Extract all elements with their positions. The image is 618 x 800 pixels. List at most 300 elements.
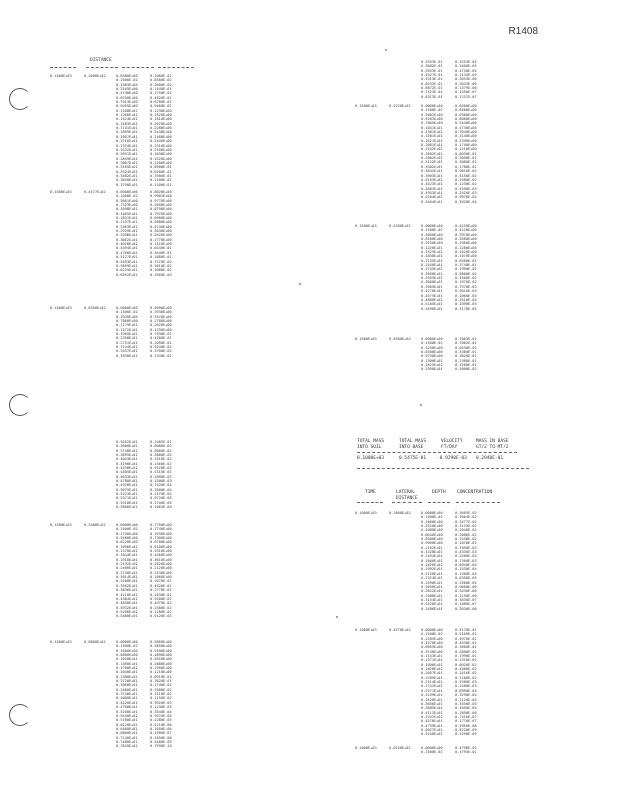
concentration-cell: 0.2430E+00 bbox=[150, 130, 172, 135]
data-group bbox=[50, 306, 172, 358]
concentration-cell: 0.3450E-08 bbox=[150, 735, 172, 740]
concentration-cell: 0.5660E-02 bbox=[150, 448, 172, 453]
total-mass-soil-label: TOTAL MASS INTO SOIL bbox=[357, 439, 385, 450]
data-row bbox=[355, 732, 477, 736]
concentration-cell: 0.2410E-02 bbox=[455, 671, 477, 676]
depth-cell: 0.1992E+01 bbox=[421, 567, 443, 572]
depth-cell: 0.3144E+01 bbox=[116, 345, 138, 350]
concentration-cell: 0.7470E-02 bbox=[150, 259, 172, 264]
concentration-cell: 0.9370E-05 bbox=[150, 713, 172, 718]
concentration-cell: 0.5880E+00 bbox=[150, 220, 172, 225]
data-row bbox=[355, 750, 477, 754]
depth-cell: 0.3353E-01 bbox=[421, 60, 443, 64]
concentration-cell: 0.1740E-01 bbox=[150, 683, 172, 688]
depth-cell: 0.0000E+00 bbox=[116, 306, 138, 310]
depth-cell: 0.3355E+01 bbox=[421, 276, 443, 281]
concentration-cell: 0.6560E-01 bbox=[455, 258, 477, 263]
depth-cell: 0.1494E+01 bbox=[421, 554, 443, 559]
scan-speck bbox=[299, 283, 301, 285]
depth-cell: 0.0000E+00 bbox=[116, 523, 138, 527]
depth-cell: 0.6800E+01 bbox=[116, 731, 138, 736]
depth-cell: 0.2358E+01 bbox=[116, 336, 138, 341]
data-group bbox=[50, 523, 172, 619]
concentration-cell: 0.1150E-02 bbox=[150, 696, 172, 701]
concentration-cell: 0.7740E+00 bbox=[150, 527, 172, 532]
concentration-cell: 0.3560E-03 bbox=[150, 272, 172, 277]
summary-rule bbox=[357, 452, 517, 453]
concentration-cell: 0.6910E-01 bbox=[150, 674, 172, 679]
concentration-cell: 0.6390E-05 bbox=[455, 576, 477, 581]
depth-cell: 0.6800E+00 bbox=[116, 653, 138, 658]
depth-cell: 0.1500E-02 bbox=[421, 632, 443, 637]
concentration-cell: 0.6780E+00 bbox=[150, 540, 172, 545]
depth-cell: 0.1500E-02 bbox=[421, 515, 443, 520]
data-group bbox=[50, 74, 172, 187]
concentration-cell: 0.3880E-02 bbox=[150, 453, 172, 458]
depth-cell: 0.1572E+01 bbox=[116, 327, 138, 332]
depth-cell: 0.2216E+01 bbox=[116, 139, 138, 144]
depth-cell: 0.3452E+01 bbox=[116, 440, 138, 444]
concentration-cell: 0.2500E-03 bbox=[455, 554, 477, 559]
concentration-cell: 0.3400E-05 bbox=[455, 64, 477, 69]
depth-cell: 0.4338E+01 bbox=[116, 466, 138, 471]
concentration-cell: 0.5590E-03 bbox=[455, 186, 477, 191]
depth-cell: 0.1465E+01 bbox=[116, 211, 138, 216]
depth-cell: 0.2745E+01 bbox=[421, 267, 443, 272]
concentration-cell: 0.1520E+00 bbox=[150, 156, 172, 161]
page-tag: R1408 bbox=[508, 26, 538, 37]
depth-cell: 0.1500E-02 bbox=[421, 750, 443, 755]
concentration-cell: 0.3940E+00 bbox=[455, 130, 477, 135]
depth-cell: 0.2563E+01 bbox=[116, 224, 138, 229]
concentration-cell: 0.1080E-02 bbox=[150, 74, 172, 78]
concentration-cell: 0.9320E-03 bbox=[150, 466, 172, 471]
time-cell: 0.1500E+03 bbox=[355, 104, 377, 108]
depth-cell: 0.3740E+01 bbox=[116, 692, 138, 697]
depth-cell: 0.4799E+01 bbox=[421, 723, 443, 728]
depth-cell: 0.3250E+00 bbox=[421, 345, 443, 350]
concentration-cell: 0.3550E-05 bbox=[455, 701, 477, 706]
concentration-cell: 0.6980E+00 bbox=[150, 216, 172, 221]
depth-cell: 0.9960E+00 bbox=[421, 541, 443, 546]
depth-cell: 0.2324E+01 bbox=[421, 576, 443, 581]
concentration-cell: 0.4460E+00 bbox=[150, 553, 172, 558]
depth-cell: 0.4932E+01 bbox=[116, 605, 138, 610]
depth-cell: 0.9495E+00 bbox=[116, 104, 138, 109]
concentration-cell: 0.1064E-05 bbox=[150, 505, 172, 510]
concentration-cell: 0.3920E+00 bbox=[150, 657, 172, 662]
concentration-cell: 0.1379E-06 bbox=[455, 86, 477, 91]
concentration-cell: 0.1590E-09 bbox=[455, 732, 477, 737]
depth-cell: 0.4760E+01 bbox=[116, 705, 138, 710]
concentration-cell: 0.3920E-04 bbox=[455, 199, 477, 204]
concentration-cell: 0.7630E+00 bbox=[150, 531, 172, 536]
data-row bbox=[50, 505, 172, 509]
velocity-value: -0.9290E-03 bbox=[437, 456, 467, 461]
depth-cell: 0.1424E+01 bbox=[116, 117, 138, 122]
depth-cell: 0.1162E+01 bbox=[421, 545, 443, 550]
depth-column-header: DEPTH bbox=[432, 490, 446, 495]
time-cell: 0.1500E+03 bbox=[355, 224, 377, 228]
depth-cell: 0.7860E+00 bbox=[116, 319, 138, 324]
concentration-cell: 0.2820E+00 bbox=[150, 562, 172, 567]
concentration-cell: 0.3700E-02 bbox=[150, 349, 172, 354]
concentration-cell: 0.1260E-01 bbox=[455, 363, 477, 368]
concentration-cell: 0.1280E-02 bbox=[150, 609, 172, 614]
time-cell: 0.1500E+03 bbox=[50, 306, 72, 310]
concentration-cell: 0.3330E-04 bbox=[455, 567, 477, 572]
depth-cell: 0.3154E+01 bbox=[421, 597, 443, 602]
depth-cell: 0.7913E+00 bbox=[116, 100, 138, 105]
concentration-cell: 0.6200E-01 bbox=[150, 169, 172, 174]
depth-cell: 0.3682E-01 bbox=[421, 64, 443, 69]
depth-cell: 0.4080E+01 bbox=[116, 696, 138, 701]
concentration-cell: 0.3950E-08 bbox=[455, 723, 477, 728]
depth-cell: 0.5490E+01 bbox=[421, 306, 443, 311]
data-group bbox=[50, 190, 172, 277]
concentration-cell: 0.6550E-01 bbox=[455, 345, 477, 350]
concentration-cell: 0.3605E-02 bbox=[455, 511, 477, 515]
concentration-cell: 0.3500E-04 bbox=[150, 487, 172, 492]
concentration-cell: 0.1050E-06 bbox=[150, 726, 172, 731]
depth-cell: 0.1108E+01 bbox=[116, 108, 138, 113]
depth-cell: 0.5185E+01 bbox=[421, 302, 443, 307]
depth-cell: 0.2285E+01 bbox=[421, 675, 443, 680]
depth-cell: 0.7820E+01 bbox=[116, 744, 138, 749]
depth-cell: 0.0000E+00 bbox=[421, 104, 443, 108]
depth-cell: 0.1826E+01 bbox=[421, 563, 443, 568]
depth-cell: 0.1500E-02 bbox=[421, 108, 443, 113]
depth-cell: 0.3640E+01 bbox=[116, 178, 138, 183]
concentration-cell: 0.4280E-01 bbox=[150, 336, 172, 341]
depth-cell: 0.3288E+01 bbox=[116, 579, 138, 584]
depth-cell: 0.8220E+00 bbox=[116, 540, 138, 545]
concentration-cell: 0.3253E-05 bbox=[455, 60, 477, 64]
concentration-cell: 0.1100E-01 bbox=[150, 182, 172, 187]
concentration-cell: 0.7970E+00 bbox=[150, 211, 172, 216]
depth-cell: 0.0000E+00 bbox=[421, 628, 443, 632]
concentration-cell: 0.9810E-02 bbox=[455, 169, 477, 174]
concentration-cell: 0.7300E+00 bbox=[150, 536, 172, 541]
depth-cell: 0.1500E-02 bbox=[116, 644, 138, 649]
concentration-cell: 0.1990E-01 bbox=[455, 654, 477, 659]
concentration-cell: 0.5090E-01 bbox=[455, 156, 477, 161]
concentration-cell: 0.1340E-02 bbox=[150, 353, 172, 358]
depth-cell: 0.2040E+01 bbox=[116, 670, 138, 675]
concentration-cell: 0.2280E-03 bbox=[455, 684, 477, 689]
concentration-cell: 0.6720E-05 bbox=[150, 496, 172, 501]
concentration-cell: 0.1180E-02 bbox=[455, 675, 477, 680]
summary-rule bbox=[357, 468, 529, 469]
concentration-cell: 0.7003E-01 bbox=[455, 337, 477, 341]
concentration-cell: 0.4130E+00 bbox=[455, 224, 477, 228]
depth-cell: 0.3965E+01 bbox=[421, 284, 443, 289]
depth-cell: 0.1143E+01 bbox=[421, 654, 443, 659]
concentration-cell: 0.7990E-10 bbox=[150, 744, 172, 749]
depth-cell: 0.3122E+01 bbox=[421, 160, 443, 165]
depth-cell: 0.3007E+01 bbox=[116, 160, 138, 165]
concentration-cell: 0.1970E-02 bbox=[455, 280, 477, 285]
concentration-cell: 0.4970E-02 bbox=[150, 601, 172, 606]
depth-cell: 0.4633E+01 bbox=[116, 474, 138, 479]
concentration-cell: 0.1060E-03 bbox=[455, 293, 477, 298]
time-cell: 0.1500E+03 bbox=[355, 337, 377, 341]
concentration-cell: 0.6780E-01 bbox=[150, 100, 172, 105]
distance-cell: 0.6100E+02 bbox=[389, 224, 411, 228]
depth-cell: 0.4575E+01 bbox=[421, 293, 443, 298]
concentration-cell: 0.3440E-01 bbox=[150, 250, 172, 255]
depth-cell: 0.1583E+01 bbox=[116, 121, 138, 126]
concentration-cell: 0.1200E+00 bbox=[150, 160, 172, 165]
depth-cell: 0.4043E+01 bbox=[116, 457, 138, 462]
concentration-cell: 0.1080E-02 bbox=[150, 268, 172, 273]
depth-cell: 0.1266E+01 bbox=[116, 113, 138, 118]
table-rule bbox=[392, 502, 422, 503]
depth-cell: 0.3382E+01 bbox=[421, 164, 443, 169]
concentration-cell: 0.1060E+00 bbox=[150, 575, 172, 580]
depth-cell: 0.1220E+01 bbox=[421, 245, 443, 250]
concentration-cell: 0.1500E-04 bbox=[455, 571, 477, 576]
concentration-cell: 0.5310E+00 bbox=[150, 549, 172, 554]
distance-cell: 0.4570E+02 bbox=[389, 628, 411, 632]
scan-speck bbox=[420, 404, 422, 406]
concentration-cell: 0.2020E+00 bbox=[150, 323, 172, 328]
concentration-cell: 0.4560E-02 bbox=[455, 276, 477, 281]
depth-cell: 0.5127E+01 bbox=[116, 255, 138, 260]
depth-cell: 0.3662E+01 bbox=[116, 237, 138, 242]
depth-cell: 0.1525E+01 bbox=[421, 250, 443, 255]
concentration-cell: 0.2780E+00 bbox=[150, 319, 172, 324]
concentration-cell: 0.1830E+00 bbox=[150, 152, 172, 157]
depth-cell: 0.2374E+01 bbox=[116, 143, 138, 148]
depth-cell: 0.4163E+01 bbox=[421, 177, 443, 182]
depth-cell: 0.1500E-02 bbox=[116, 194, 138, 199]
depth-cell: 0.2929E+01 bbox=[116, 229, 138, 234]
depth-cell: 0.5440E+01 bbox=[116, 713, 138, 718]
depth-cell: 0.3320E+00 bbox=[421, 524, 443, 529]
concentration-cell: 0.2560E-05 bbox=[455, 580, 477, 585]
concentration-cell: 0.5590E+00 bbox=[150, 648, 172, 653]
depth-cell: 0.5256E+01 bbox=[421, 732, 443, 737]
concentration-cell: 0.8790E+00 bbox=[150, 207, 172, 212]
scan-speck bbox=[385, 49, 387, 51]
concentration-cell: 0.1990E-01 bbox=[455, 267, 477, 272]
concentration-cell: 0.8900E-01 bbox=[150, 165, 172, 170]
depth-cell: 0.4113E+01 bbox=[421, 710, 443, 715]
depth-cell: 0.5480E+00 bbox=[116, 536, 138, 541]
depth-cell: 0.4110E+01 bbox=[116, 592, 138, 597]
concentration-cell: 0.7930E-01 bbox=[150, 332, 172, 337]
depth-cell: 0.3060E+01 bbox=[116, 683, 138, 688]
concentration-cell: 0.8080E-02 bbox=[150, 444, 172, 449]
depth-cell: 0.2656E+01 bbox=[421, 584, 443, 589]
depth-cell: 0.1741E+01 bbox=[116, 126, 138, 131]
depth-cell: 0.1950E+01 bbox=[421, 367, 443, 372]
depth-cell: 0.1500E-02 bbox=[421, 341, 443, 346]
concentration-cell: 0.1150E-06 bbox=[455, 593, 477, 598]
depth-cell: 0.2849E+01 bbox=[116, 156, 138, 161]
total-mass-soil-value: 0.1000E+03 bbox=[357, 456, 385, 461]
depth-cell: 0.1660E+00 bbox=[421, 519, 443, 524]
concentration-cell: 0.1360E-03 bbox=[455, 558, 477, 563]
depth-cell: 0.4420E+01 bbox=[116, 700, 138, 705]
concentration-cell: 0.6120E-03 bbox=[150, 614, 172, 619]
depth-cell: 0.2691E+01 bbox=[116, 152, 138, 157]
concentration-cell: 0.2740E-05 bbox=[150, 500, 172, 505]
concentration-cell: 0.2880E+00 bbox=[150, 661, 172, 666]
concentration-cell: 0.1230E-02 bbox=[455, 182, 477, 187]
concentration-cell: 0.6360E+00 bbox=[455, 112, 477, 117]
concentration-cell: 0.5110E-06 bbox=[150, 722, 172, 727]
concentration-cell: 0.1630E-01 bbox=[150, 592, 172, 597]
concentration-cell: 0.1090E-04 bbox=[455, 302, 477, 307]
depth-cell: 0.2057E+01 bbox=[421, 671, 443, 676]
concentration-cell: 0.9902E+00 bbox=[150, 194, 172, 199]
concentration-cell: 0.4430E-01 bbox=[455, 641, 477, 646]
concentration-cell: 0.2086E-02 bbox=[455, 532, 477, 537]
concentration-cell: 0.1330E+00 bbox=[150, 327, 172, 332]
concentration-cell: 0.3033E-06 bbox=[455, 81, 477, 86]
data-group bbox=[50, 440, 172, 510]
concentration-cell: 0.3470E+00 bbox=[150, 314, 172, 319]
concentration-cell: 0.5860E+00 bbox=[150, 640, 172, 644]
concentration-cell: 0.4520E-01 bbox=[150, 583, 172, 588]
concentration-cell: 0.1500E-03 bbox=[150, 479, 172, 484]
concentration-cell: 0.2510E-02 bbox=[150, 457, 172, 462]
concentration-cell: 0.8990E-04 bbox=[455, 688, 477, 693]
depth-cell: 0.3482E+01 bbox=[116, 173, 138, 178]
concentration-cell: 0.1570E-04 bbox=[150, 492, 172, 497]
depth-cell: 0.4943E+01 bbox=[421, 190, 443, 195]
concentration-cell: 0.1070E+00 bbox=[455, 254, 477, 259]
data-row bbox=[50, 354, 172, 358]
depth-cell: 0.1831E+01 bbox=[116, 216, 138, 221]
concentration-cell: 0.5310E-03 bbox=[150, 470, 172, 475]
depth-cell: 0.5371E+01 bbox=[116, 496, 138, 501]
depth-cell: 0.1600E+01 bbox=[421, 662, 443, 667]
depth-cell: 0.5204E+01 bbox=[421, 195, 443, 200]
concentration-cell: 0.1237E-07 bbox=[455, 94, 477, 99]
depth-cell: 0.3798E+01 bbox=[116, 182, 138, 187]
depth-cell: 0.2971E+01 bbox=[421, 688, 443, 693]
depth-cell: 0.6855E+00 bbox=[421, 645, 443, 650]
concentration-cell: 0.1210E+00 bbox=[150, 670, 172, 675]
depth-cell: 0.9150E+00 bbox=[421, 241, 443, 246]
depth-cell: 0.5203E+00 bbox=[421, 117, 443, 122]
concentration-cell: 0.8220E-09 bbox=[455, 727, 477, 732]
depth-cell: 0.0000E+00 bbox=[116, 640, 138, 644]
concentration-cell: 0.3820E-01 bbox=[455, 354, 477, 359]
depth-cell: 0.4190E+01 bbox=[116, 461, 138, 466]
depth-cell: 0.4527E-01 bbox=[421, 73, 443, 78]
depth-cell: 0.1371E+01 bbox=[421, 658, 443, 663]
concentration-cell: 0.6480E+00 bbox=[455, 108, 477, 113]
concentration-cell: 0.1440E-01 bbox=[150, 87, 172, 92]
data-group bbox=[355, 746, 477, 755]
depth-cell: 0.3642E+01 bbox=[421, 169, 443, 174]
time-cell: 0.1500E+03 bbox=[50, 523, 72, 527]
depth-cell: 0.2742E+01 bbox=[421, 684, 443, 689]
concentration-cell: 0.8020E+00 bbox=[150, 190, 172, 194]
concentration-cell: 0.5440E+00 bbox=[455, 121, 477, 126]
concentration-cell: 0.3477E-02 bbox=[455, 519, 477, 524]
depth-cell: 0.6100E+00 bbox=[421, 237, 443, 242]
depth-cell: 0.5223E+01 bbox=[116, 492, 138, 497]
concentration-cell: 0.9400E+00 bbox=[150, 203, 172, 208]
depth-cell: 0.1583E+00 bbox=[116, 82, 138, 87]
concentration-cell: 0.1770E+00 bbox=[150, 237, 172, 242]
concentration-cell: 0.7410E-07 bbox=[455, 714, 477, 719]
depth-cell: 0.3537E+01 bbox=[116, 349, 138, 354]
concentration-cell: 0.2600E-02 bbox=[150, 82, 172, 87]
depth-cell: 0.1301E+01 bbox=[421, 130, 443, 135]
depth-cell: 0.8300E+00 bbox=[421, 537, 443, 542]
concentration-cell: 0.1080E-07 bbox=[455, 602, 477, 607]
concentration-cell: 0.8030E-01 bbox=[455, 151, 477, 156]
concentration-cell: 0.9660E-06 bbox=[455, 584, 477, 589]
depth-cell: 0.3324E+01 bbox=[116, 169, 138, 174]
time-cell: 0.1000E+03 bbox=[355, 511, 377, 515]
distance-cell: 0.6500E+02 bbox=[389, 337, 411, 341]
concentration-cell: 0.7050E-03 bbox=[455, 545, 477, 550]
depth-cell: 0.5100E+01 bbox=[116, 709, 138, 714]
concentration-cell: 0.6100E+00 bbox=[150, 544, 172, 549]
concentration-cell: 0.3140E+00 bbox=[455, 134, 477, 139]
depth-cell: 0.3296E+01 bbox=[116, 233, 138, 238]
depth-cell: 0.2720E+01 bbox=[116, 679, 138, 684]
concentration-cell: 0.6440E-01 bbox=[150, 246, 172, 251]
depth-cell: 0.5206E+01 bbox=[116, 609, 138, 614]
concentration-cell: 0.1530E+00 bbox=[150, 570, 172, 575]
depth-cell: 0.2135E+01 bbox=[421, 258, 443, 263]
concentration-cell: 0.2070E+00 bbox=[150, 121, 172, 126]
depth-cell: 0.3836E+01 bbox=[116, 588, 138, 593]
time-cell: 0.1500E+03 bbox=[50, 640, 72, 644]
concentration-cell: 0.2280E+00 bbox=[150, 126, 172, 131]
depth-cell: 0.1328E+01 bbox=[421, 550, 443, 555]
mass-in-base-value: 0.2940E-01 bbox=[476, 456, 504, 461]
concentration-cell: 0.7750E+00 bbox=[150, 523, 172, 527]
depth-cell: 0.1020E+01 bbox=[116, 657, 138, 662]
concentration-cell: 0.1950E+00 bbox=[150, 666, 172, 671]
data-row bbox=[50, 614, 172, 618]
depth-cell: 0.3656E+01 bbox=[421, 701, 443, 706]
concentration-cell: 0.8020E-02 bbox=[455, 662, 477, 667]
depth-cell: 0.0000E+00 bbox=[421, 746, 443, 750]
concentration-cell: 0.3630E+00 bbox=[150, 229, 172, 234]
depth-cell: 0.1179E+01 bbox=[116, 323, 138, 328]
depth-cell: 0.3014E+01 bbox=[116, 575, 138, 580]
depth-cell: 0.3562E+01 bbox=[116, 583, 138, 588]
lateral-distance-column-header: LATERAL DISTANCE bbox=[396, 490, 418, 501]
data-group bbox=[355, 511, 477, 611]
depth-cell: 0.2380E+01 bbox=[116, 674, 138, 679]
depth-cell: 0.1821E+01 bbox=[421, 138, 443, 143]
concentration-cell: 0.3033E-06 bbox=[455, 77, 477, 82]
concentration-cell: 0.1310E-01 bbox=[455, 658, 477, 663]
concentration-cell: 0.4520E-01 bbox=[150, 95, 172, 100]
depth-cell: 0.3895E+01 bbox=[116, 453, 138, 458]
concentration-cell: 0.1120E-04 bbox=[455, 697, 477, 702]
depth-cell: 0.6330E+00 bbox=[116, 95, 138, 100]
depth-cell: 0.4760E+01 bbox=[116, 250, 138, 255]
depth-cell: 0.8313E-01 bbox=[421, 94, 443, 99]
depth-cell: 0.6500E+00 bbox=[421, 350, 443, 355]
depth-cell: 0.1918E+01 bbox=[116, 557, 138, 562]
depth-cell: 0.2740E+00 bbox=[116, 531, 138, 536]
concentration-cell: 0.8580E-02 bbox=[150, 78, 172, 83]
data-row bbox=[355, 200, 477, 204]
